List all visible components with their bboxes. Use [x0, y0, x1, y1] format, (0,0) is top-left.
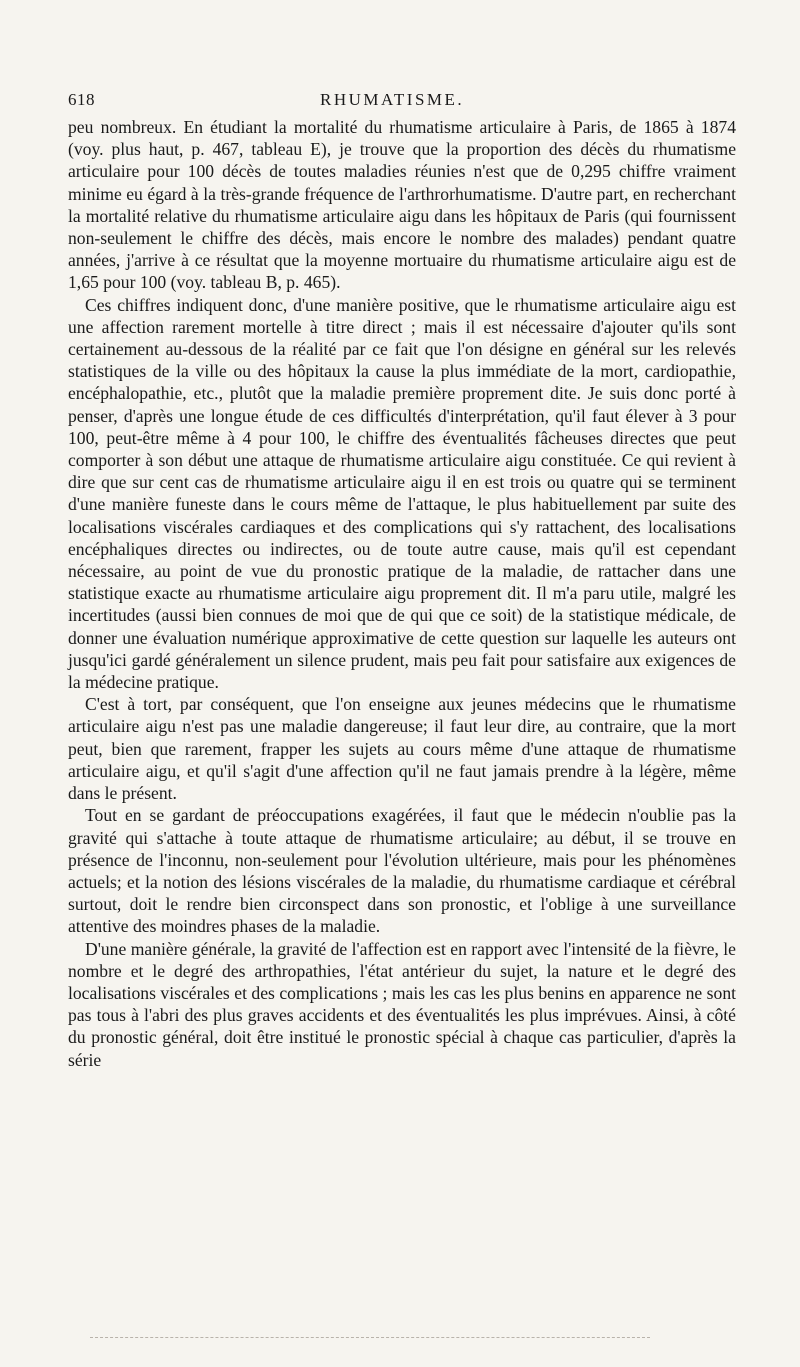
- body-text: [68, 116, 736, 1071]
- paragraph-teaching: C'est à tort, par conséquent, que l'on enseigne aux jeunes médecins que le rhumatisme articulaire aigu n'est pas une maladie dangereuse; il faut leur dire, au contraire, que la mort peut, bien que rarement, frapper les sujets au cours même d'une attaque de rhumatisme articulaire aigu, et qu'il s'agit d'une affection qu'il ne faut jamais prendre à la légère, même dans le présent.: [68, 694, 736, 804]
- running-header: [68, 90, 736, 110]
- page-number: 618: [68, 90, 95, 109]
- running-title: RHUMATISME.: [320, 90, 465, 109]
- bottom-dotted-rule: [90, 1337, 650, 1338]
- paragraph-general-severity: D'une manière générale, la gravité de l'affection est en rapport avec l'intensité de la fièvre, le nombre et le degré des arthropathies, l'état antérieur du sujet, la nature et le degré des localisations viscérales et des complications ; mais les cas les plus benins en apparence ne sont pas tous à l'abri des plus graves accidents et des éventualités les plus imprévues. Ainsi, à côté du pronostic général, doit être institué le pronostic spécial à chaque cas particulier, d'après la série: [68, 938, 736, 1070]
- paragraph-vigilance: Tout en se gardant de préoccupations exagérées, il faut que le médecin n'oublie pas la gravité qui s'attache à toute attaque de rhumatisme articulaire; au début, il se trouve en présence de l'inconnu, non-seulement pour l'évolution ultérieure, mais pour les phénomènes actuels; et la notion des lésions viscérales de la maladie, du rhumatisme cardiaque et cérébral surtout, doit le rendre bien circonspect dans son pronostic, et l'oblige à une surveillance attentive des moindres phases de la maladie.: [68, 805, 736, 937]
- paragraph-mortality-figures: Ces chiffres indiquent donc, d'une manière positive, que le rhumatisme articulaire aigu est une affection rarement mortelle à titre direct ; mais il est nécessaire d'ajouter qu'ils sont certainement au-dessous de la réalité par ce fait que l'on désigne en général sur les relevés statistiques de la ville ou des hôpitaux la cause la plus immédiate de la mort, cardiopathie, encéphalopathie, etc., plutôt que la maladie première proprement dite. Je suis donc porté à penser, d'après une longue étude de ces difficultés d'interprétation, qu'il faut élever à 3 pour 100, peut-être même à 4 pour 100, le chiffre des éventualités fâcheuses directes que peut comporter à son début une attaque de rhumatisme articulaire aigu constituée. Ce qui revient à dire que sur cent cas de rhumatisme articulaire aigu il en est trois ou quatre qui se terminent d'une manière funeste dans le cours même de l'attaque, le plus habituellement par suite des localisations viscérales cardiaques et des complications qui s'y rattachent, des localisations encéphaliques directes ou indirectes, ou de toute autre cause, mais qu'il est cependant nécessaire, au point de vue du pronostic pratique de la maladie, de rattacher dans une statistique exacte au rhumatisme articulaire aigu proprement dit. Il m'a paru utile, malgré les incertitudes (aussi bien connues de moi que de qui que ce soit) de la statistique médicale, de donner une évaluation numérique approximative de cette question sur laquelle les auteurs ont jusqu'ici gardé généralement un silence prudent, mais peu fait pour satisfaire aux exigences de la médecine pratique.: [68, 294, 736, 693]
- paragraph-continuation: peu nombreux. En étudiant la mortalité du rhumatisme articulaire à Paris, de 1865 à 1874 (voy. plus haut, p. 467, tableau E), je trouve que la proportion des décès du rhumatisme articulaire pour 100 décès de toutes maladies réunies n'est que de 0,295 chiffre vraiment minime eu égard à la très-grande fréquence de l'arthrorhumatisme. D'autre part, en recherchant la mortalité relative du rhumatisme articulaire aigu dans les hôpitaux de Paris (qui fournissent non-seulement le chiffre des décès, mais encore le nombre des malades) pendant quatre années, j'arrive à ce résultat que la moyenne mortuaire du rhumatisme articulaire aigu est de 1,65 pour 100 (voy. tableau B, p. 465).: [68, 117, 736, 293]
